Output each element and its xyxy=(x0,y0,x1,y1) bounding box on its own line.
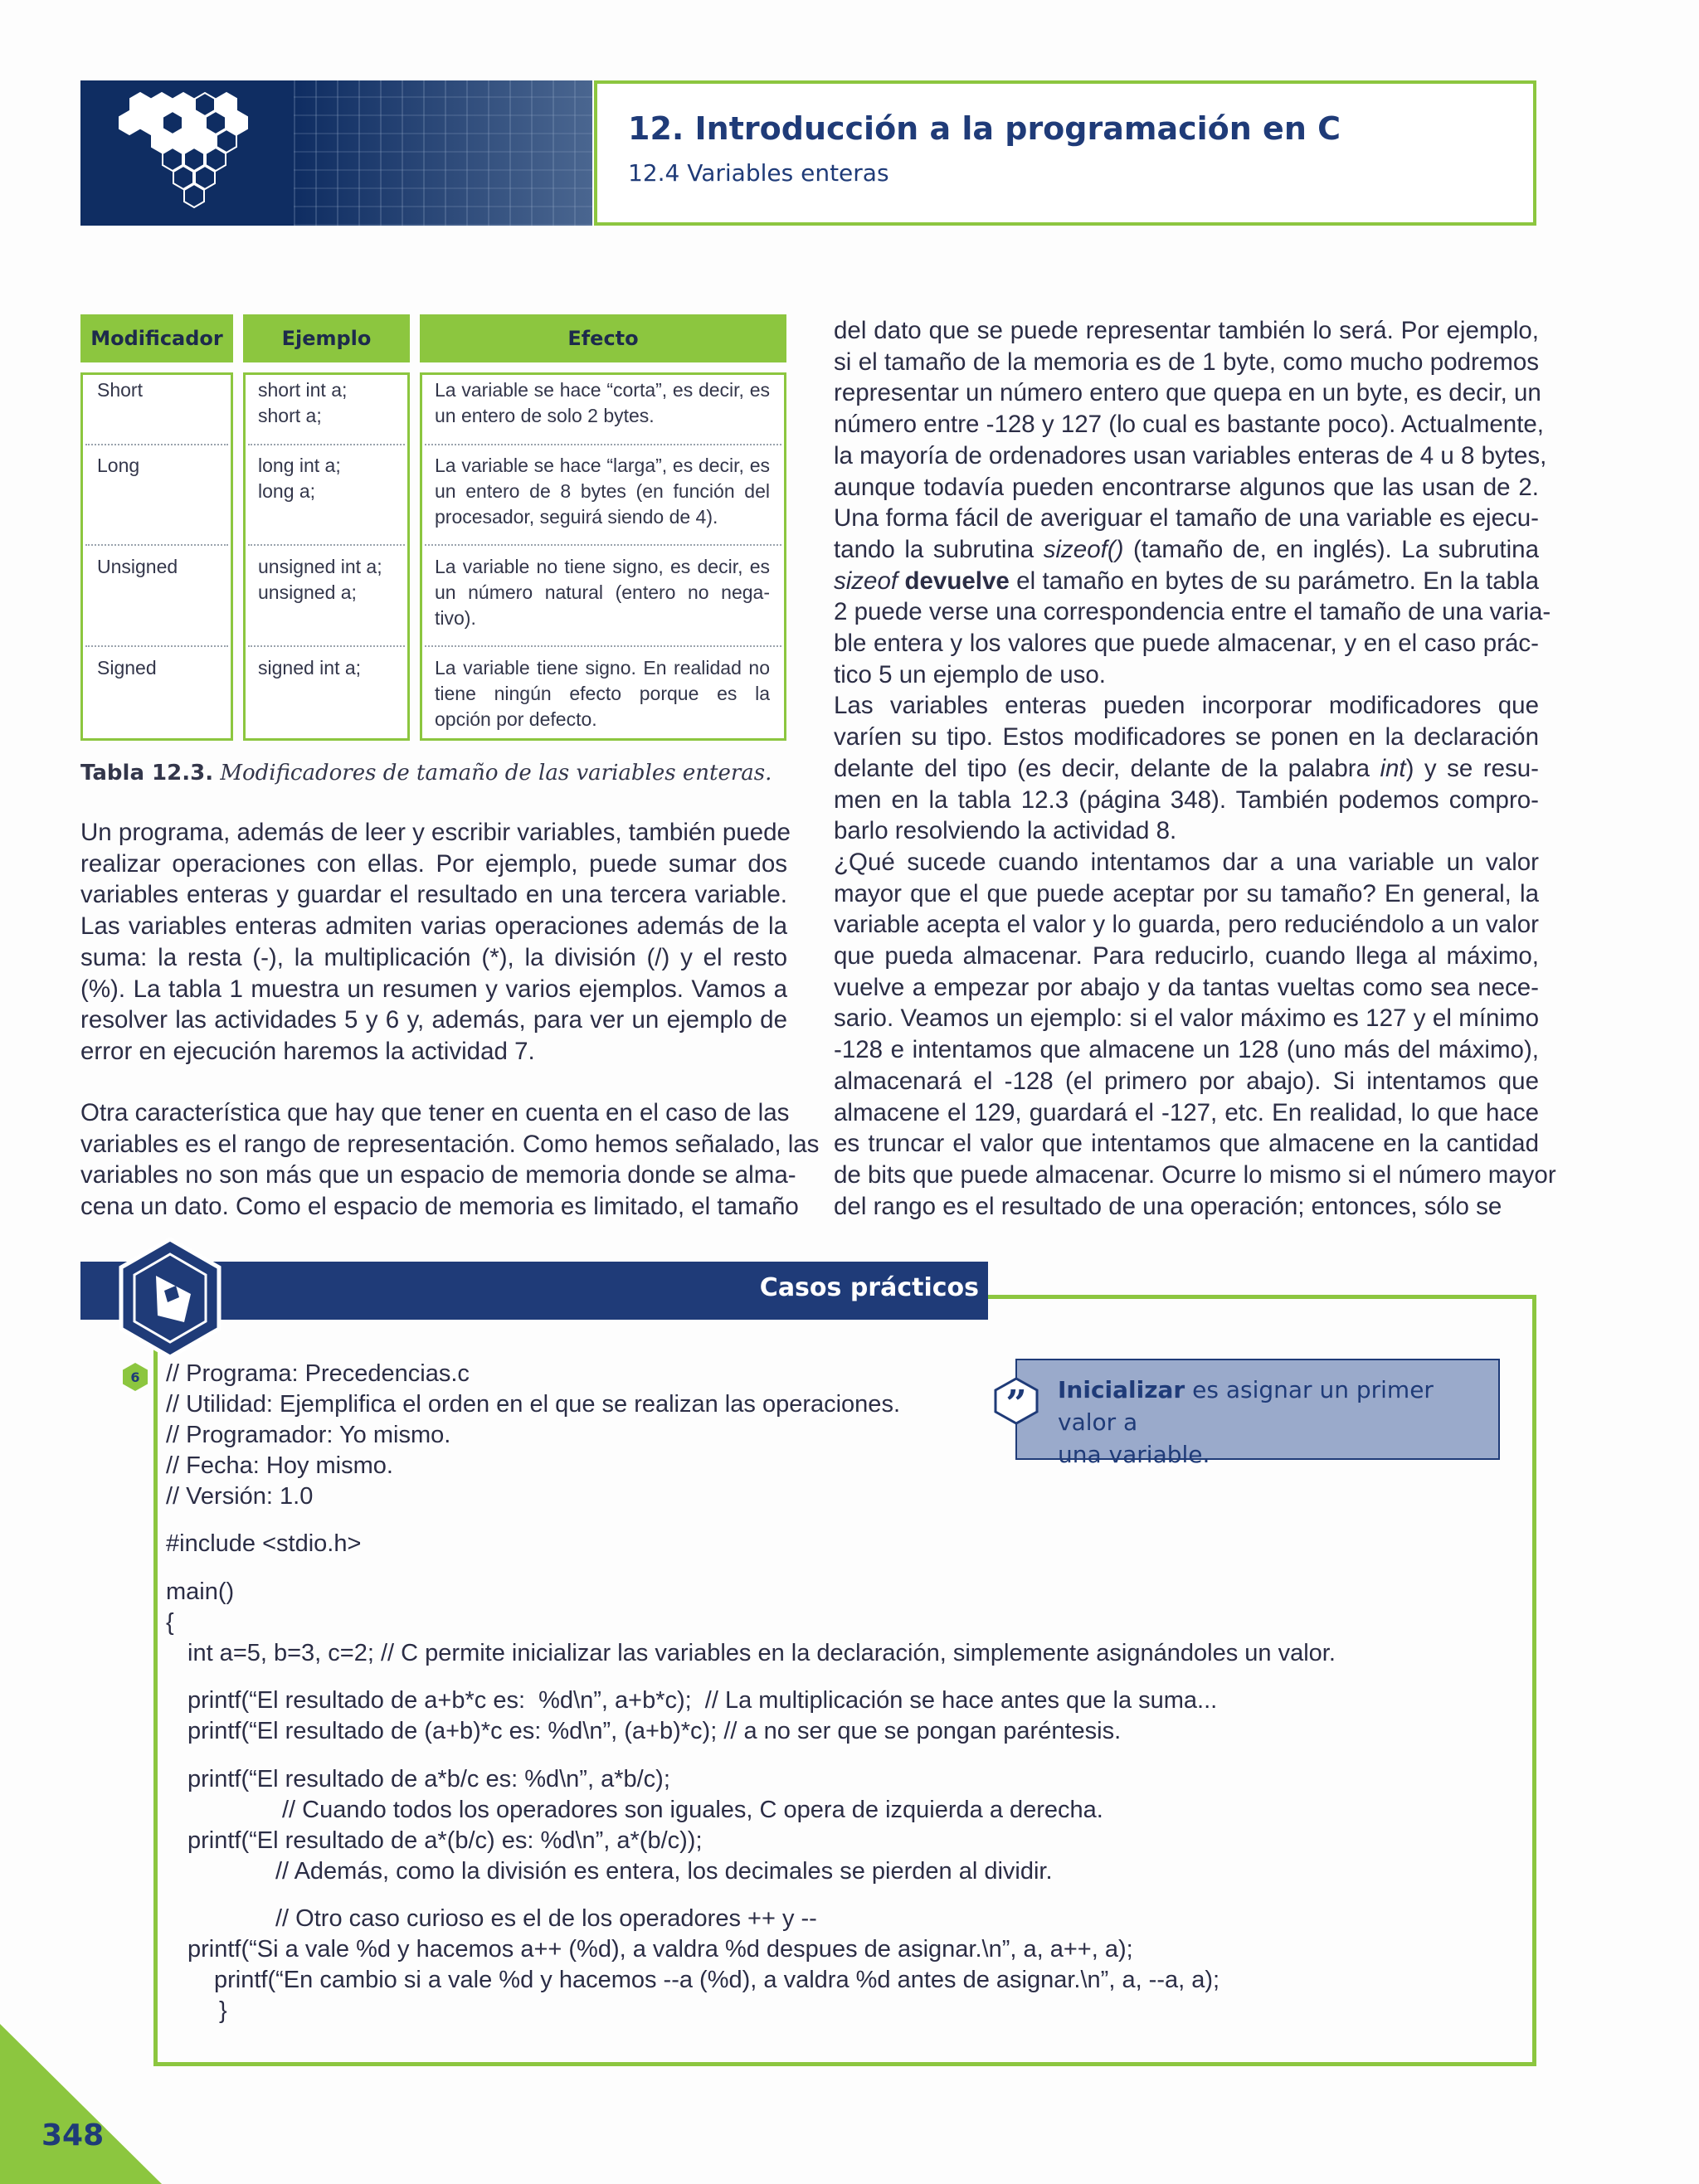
case-number: 6 xyxy=(130,1369,140,1385)
table-cell-ejemplo: short int a; short a; xyxy=(258,379,348,426)
hexagon-pattern-icon xyxy=(114,90,346,215)
code-line: printf(“El resultado de (a+b)*c es: %d\n”, (a+b)*c); // a no ser que se pongan paréntesis. xyxy=(187,1718,1122,1744)
right-text-line: -128 e intentamos que almacene un 128 (uno más del máximo), xyxy=(834,1036,1539,1064)
right-text-line: Una forma fácil de averiguar el tamaño de una variable es ejecu- xyxy=(834,504,1539,533)
page-number: 348 xyxy=(41,2118,105,2152)
table-row-divider xyxy=(425,444,781,445)
code-line: main() xyxy=(166,1578,235,1605)
right-text-line: que pueda almacenar. Para reducirlo, cuando llega al máximo, xyxy=(834,942,1539,970)
right-text-line: ¿Qué sucede cuando intentamos dar a una variable un valor xyxy=(834,848,1539,876)
table-cell-ejemplo: long int a; long a; xyxy=(258,455,341,502)
quote-marks-icon xyxy=(992,1377,1040,1425)
right-text-line: sizeof devuelve el tamaño en bytes de su parámetro. En la tabla xyxy=(834,567,1539,595)
right-text-line: variable acepta el valor y lo guarda, pero reduciéndolo a un valor xyxy=(834,911,1539,939)
table-cell-efecto: La variable tiene signo. En realidad no tiene ningún efecto porque es la opción por defecto. xyxy=(435,657,770,730)
right-text-line: del dato que se puede representar también lo será. Por ejemplo, xyxy=(834,317,1539,344)
table-header-efecto: Efecto xyxy=(420,314,786,362)
code-line: printf(“En cambio si a vale %d y hacemos --a (%d), a valdra %d antes de asignar.\n”, a, --a, a); xyxy=(214,1967,1220,1993)
body-paragraph-right xyxy=(834,315,1556,1222)
table-row-divider xyxy=(248,645,405,647)
right-text-line: Las variables enteras pueden incorporar modificadores que xyxy=(834,692,1539,720)
code-line: // Programa: Precedencias.c xyxy=(166,1360,470,1387)
table-cell-modificador: Long xyxy=(97,455,140,476)
code-line: } xyxy=(219,1997,227,2024)
code-line: // Programador: Yo mismo. xyxy=(166,1422,451,1448)
header-banner-image xyxy=(80,80,592,226)
body-paragraph-left-2: Otra característica que hay que tener en cuenta en el caso de las variables es el rango de representación. Como hemos señalado, las variables no son más que un espacio de memoria donde se alma- cena un dato. Como el espacio de memoria es limitado, el tamaño xyxy=(80,1099,820,1221)
table-cell-ejemplo: signed int a; xyxy=(258,657,362,679)
code-line: printf(“El resultado de a*(b/c) es: %d\n”, a*(b/c)); xyxy=(187,1827,703,1854)
code-line: // Cuando todos los operadores son iguales, C opera de izquierda a derecha. xyxy=(282,1797,1103,1823)
right-text-line: sario. Veamos un ejemplo: si el valor máximo es 127 y el mínimo xyxy=(834,1004,1539,1033)
table-row-divider xyxy=(85,645,228,647)
right-text-line: almacene el 129, guardará el -127, etc. En realidad, lo que hace xyxy=(834,1098,1539,1126)
right-text-line: mayor que el que puede aceptar por su tamaño? En general, la xyxy=(834,879,1539,907)
right-text-line: 2 puede verse una correspondencia entre el tamaño de una varia- xyxy=(834,598,1551,626)
casos-practicos-hexagon-icon xyxy=(116,1236,224,1360)
right-text-line: representar un número entero que quepa en un byte, es decir, un xyxy=(834,379,1541,407)
code-line: printf(“El resultado de a+b*c es: %d\n”, a+b*c); // La multiplicación se hace antes que la suma... xyxy=(187,1687,1218,1714)
casos-practicos-title: Casos prácticos xyxy=(759,1273,979,1302)
chapter-title: 12. Introducción a la programación en C xyxy=(628,110,1341,147)
right-text-line: número entre -128 y 127 (lo cual es bastante poco). Actualmente, xyxy=(834,411,1545,439)
right-text-line: almacenará el -128 (el primero por abajo). Si intentamos que xyxy=(834,1067,1539,1095)
svg-text:”: ” xyxy=(1005,1383,1027,1425)
right-text-line: si el tamaño de la memoria es de 1 byte, como mucho podremos xyxy=(834,348,1539,376)
table-row-divider xyxy=(425,645,781,647)
table-caption: Tabla 12.3. Modificadores de tamaño de las variables enteras. xyxy=(80,761,772,786)
page-corner-triangle xyxy=(0,2024,162,2184)
code-line: // Versión: 1.0 xyxy=(166,1483,314,1510)
code-line: { xyxy=(166,1609,174,1636)
code-line: int a=5, b=3, c=2; // C permite inicializar las variables en la declaración, simplemente asignándoles un valor. xyxy=(187,1640,1336,1666)
table-cell-modificador: Short xyxy=(97,379,143,401)
code-line: // Fecha: Hoy mismo. xyxy=(166,1452,393,1479)
table-cell-ejemplo: unsigned int a; unsigned a; xyxy=(258,556,382,603)
table-row-divider xyxy=(425,544,781,546)
table-row-divider xyxy=(85,444,228,445)
table-cell-efecto: La variable se hace “corta”, es decir, es un entero de solo 2 bytes. xyxy=(435,379,770,426)
right-text-line: la mayoría de ordenadores usan variables enteras de 4 u 8 bytes, xyxy=(834,441,1547,469)
right-text-line: aunque todavía pueden encontrarse algunos que las usan de 2. xyxy=(834,473,1539,501)
table-header-ejemplo: Ejemplo xyxy=(243,314,410,362)
right-text-line: del rango es el resultado de una operación; entonces, sólo se xyxy=(834,1192,1502,1220)
code-line: printf(“El resultado de a*b/c es: %d\n”, a*b/c); xyxy=(187,1766,670,1792)
table-row-divider xyxy=(248,544,405,546)
table-cell-efecto: La variable no tiene signo, es decir, es un número natural (entero no nega- tivo). xyxy=(435,556,770,629)
code-line: #include <stdio.h> xyxy=(166,1530,362,1557)
code-line: // Otro caso curioso es el de los operadores ++ y -- xyxy=(275,1905,817,1932)
table-cell-modificador: Signed xyxy=(97,657,157,679)
right-text-line: varíen su tipo. Estos modificadores se ponen en la declaración xyxy=(834,723,1539,752)
chapter-header-box xyxy=(594,80,1536,226)
right-text-line: ble entera y los valores que puede almacenar, y en el caso prác- xyxy=(834,630,1539,658)
case-number-badge xyxy=(120,1362,150,1392)
table-header-modificador: Modificador xyxy=(80,314,233,362)
right-text-line: delante del tipo (es decir, delante de la palabra int) y se resu- xyxy=(834,754,1539,782)
code-line: // Utilidad: Ejemplifica el orden en el que se realizan las operaciones. xyxy=(166,1391,900,1418)
right-text-line: men en la tabla 12.3 (página 348). También podemos compro- xyxy=(834,786,1539,814)
right-text-line: barlo resolviendo la actividad 8. xyxy=(834,817,1177,845)
body-paragraph-left-1: Un programa, además de leer y escribir variables, también puede realizar operaciones con ellas. Por ejemplo, puede sumar dos variables enteras y guardar el resultado en una tercera variable. Las variables enteras admiten varias operaciones además de la suma: la resta (-), la multiplicación (*), la división (/) y el resto (%). La tabla 1 muestra un resumen y varios ejemplos. Vamos a resolver las actividades 5 y 6 y, además, para ver un ejemplo de error en ejecución haremos la actividad 7. xyxy=(80,819,791,1065)
right-text-line: tando la subrutina sizeof() (tamaño de, en inglés). La subrutina xyxy=(834,535,1539,563)
definition-note-text: Inicializar es asignar un primer valor a una variable. xyxy=(1058,1376,1434,1468)
code-line: // Además, como la división es entera, los decimales se pierden al dividir. xyxy=(275,1858,1053,1885)
right-text-line: es truncar el valor que intentamos que almacene en la cantidad xyxy=(834,1130,1539,1158)
table-row-divider xyxy=(85,544,228,546)
table-cell-modificador: Unsigned xyxy=(97,556,178,577)
section-title: 12.4 Variables enteras xyxy=(628,159,889,187)
table-row-divider xyxy=(248,444,405,445)
right-text-line: de bits que puede almacenar. Ocurre lo mismo si el número mayor xyxy=(834,1160,1556,1189)
table-cell-efecto: La variable se hace “larga”, es decir, es un entero de 8 bytes (en función del procesador, seguirá siendo de 4). xyxy=(435,455,770,528)
right-text-line: tico 5 un ejemplo de uso. xyxy=(834,660,1106,688)
code-line: printf(“Si a vale %d y hacemos a++ (%d), a valdra %d despues de asignar.\n”, a, a++, a); xyxy=(187,1936,1133,1963)
right-text-line: vuelve a empezar por abajo y da tantas vueltas como sea nece- xyxy=(834,973,1539,1001)
